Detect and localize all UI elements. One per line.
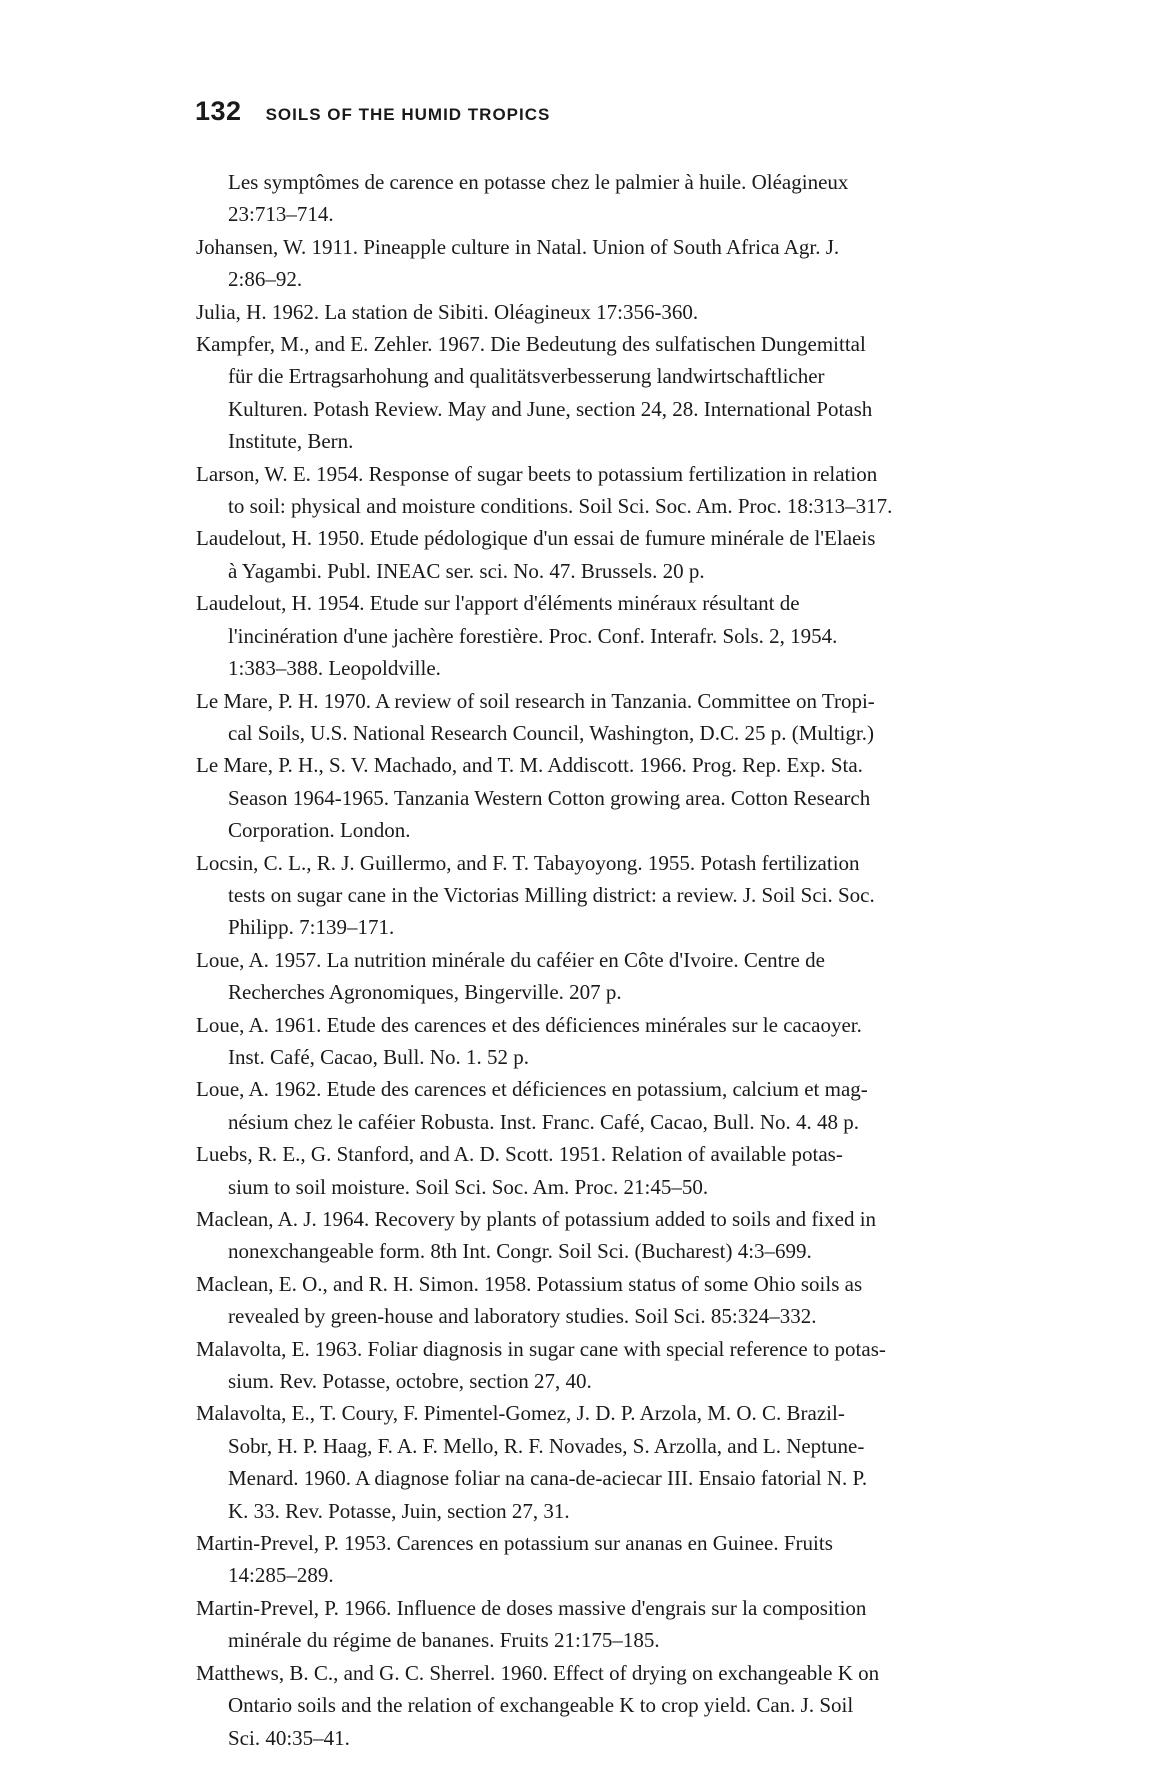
reference-line: Johansen, W. 1911. Pineapple culture in Natal. Union of South Africa Agr. J.	[196, 234, 840, 259]
reference-line: K. 33. Rev. Potasse, Juin, section 27, 31.	[228, 1498, 570, 1523]
reference-entry	[196, 1203, 1096, 1268]
reference-line: Philipp. 7:139–171.	[228, 915, 395, 940]
reference-entry	[196, 1073, 1096, 1138]
reference-line: to soil: physical and moisture conditions. Soil Sci. Soc. Am. Proc. 18:313–317.	[228, 494, 893, 519]
reference-line: Larson, W. E. 1954. Response of sugar beets to potassium fertilization in relation	[196, 461, 878, 486]
reference-line: für die Ertragsarhohung and qualitätsverbesserung landwirtschaftlicher	[228, 364, 825, 389]
reference-line: Luebs, R. E., G. Stanford, and A. D. Scott. 1951. Relation of available potas-	[196, 1142, 843, 1167]
reference-entry	[196, 1268, 1096, 1333]
reference-entry	[196, 1592, 1096, 1657]
reference-line: Martin-Prevel, P. 1953. Carences en potassium sur ananas en Guinee. Fruits	[196, 1531, 833, 1556]
page-number: 132	[195, 96, 242, 126]
reference-line: Recherches Agronomiques, Bingerville. 207 p.	[228, 980, 622, 1005]
reference-line: Malavolta, E., T. Coury, F. Pimentel-Gomez, J. D. P. Arzola, M. O. C. Brazil-	[196, 1401, 845, 1426]
reference-entry	[196, 1397, 1096, 1527]
reference-line: Menard. 1960. A diagnose foliar na cana-de-aciecar III. Ensaio fatorial N. P.	[228, 1466, 868, 1491]
running-title: SOILS OF THE HUMID TROPICS	[265, 105, 551, 124]
reference-line: sium to soil moisture. Soil Sci. Soc. Am. Proc. 21:45–50.	[228, 1174, 709, 1199]
reference-line: Le Mare, P. H., S. V. Machado, and T. M. Addiscott. 1966. Prog. Rep. Exp. Sta.	[196, 753, 863, 778]
reference-line: Sci. 40:35–41.	[228, 1725, 350, 1750]
reference-line: Laudelout, H. 1954. Etude sur l'apport d'éléments minéraux résultant de	[196, 591, 800, 616]
reference-line: Le Mare, P. H. 1970. A review of soil research in Tanzania. Committee on Tropi-	[196, 688, 875, 713]
reference-entry	[196, 685, 1096, 750]
reference-line: Les symptômes de carence en potasse chez le palmier à huile. Oléagineux	[228, 170, 849, 194]
reference-line: Locsin, C. L., R. J. Guillermo, and F. T. Tabayoyong. 1955. Potash fertilization	[196, 850, 860, 875]
reference-line: Martin-Prevel, P. 1966. Influence de doses massive d'engrais sur la composition	[196, 1595, 867, 1620]
reference-entry	[196, 1138, 1096, 1203]
reference-line: Laudelout, H. 1950. Etude pédologique d'un essai de fumure minérale de l'Elaeis	[196, 526, 876, 551]
reference-entry	[196, 328, 1096, 458]
reference-line: Inst. Café, Cacao, Bull. No. 1. 52 p.	[228, 1044, 529, 1069]
reference-line: Loue, A. 1961. Etude des carences et des déficiences minérales sur le cacaoyer.	[196, 1012, 862, 1037]
reference-entry	[196, 847, 1096, 944]
reference-line: Corporation. London.	[228, 818, 411, 843]
reference-line: 2:86–92.	[228, 267, 303, 292]
reference-entry	[196, 1527, 1096, 1592]
reference-entry	[196, 522, 1096, 587]
reference-line: cal Soils, U.S. National Research Council, Washington, D.C. 25 p. (Multigr.)	[228, 720, 874, 745]
reference-entry	[196, 296, 1096, 328]
reference-line: tests on sugar cane in the Victorias Milling district: a review. J. Soil Sci. Soc.	[228, 882, 875, 907]
reference-line: Malavolta, E. 1963. Foliar diagnosis in sugar cane with special reference to potas-	[196, 1336, 886, 1361]
reference-line: 23:713–714.	[228, 202, 334, 227]
reference-line: sium. Rev. Potasse, octobre, section 27, 40.	[228, 1369, 592, 1394]
reference-line: Sobr, H. P. Haag, F. A. F. Mello, R. F. Novades, S. Arzolla, and L. Neptune-	[228, 1433, 865, 1458]
reference-line: Kulturen. Potash Review. May and June, section 24, 28. International Potash	[228, 396, 873, 421]
reference-line: 14:285–289.	[228, 1563, 334, 1588]
reference-entry	[196, 944, 1096, 1009]
reference-entry	[196, 458, 1096, 523]
reference-line: à Yagambi. Publ. INEAC ser. sci. No. 47. Brussels. 20 p.	[228, 558, 705, 583]
reference-line: nésium chez le caféier Robusta. Inst. Franc. Café, Cacao, Bull. No. 4. 48 p.	[228, 1109, 859, 1134]
reference-line: Loue, A. 1957. La nutrition minérale du caféier en Côte d'Ivoire. Centre de	[196, 947, 825, 972]
reference-entry	[196, 749, 1096, 846]
reference-line: l'incinération d'une jachère forestière. Proc. Conf. Interafr. Sols. 2, 1954.	[228, 623, 838, 648]
reference-entry	[196, 1657, 1096, 1754]
reference-line: Ontario soils and the relation of exchangeable K to crop yield. Can. J. Soil	[228, 1693, 854, 1718]
reference-line: revealed by green-house and laboratory studies. Soil Sci. 85:324–332.	[228, 1304, 817, 1329]
reference-line: Matthews, B. C., and G. C. Sherrel. 1960. Effect of drying on exchangeable K on	[196, 1660, 880, 1685]
reference-line: minérale du régime de bananes. Fruits 21:175–185.	[228, 1628, 660, 1653]
reference-entry	[196, 1333, 1096, 1398]
reference-line: Maclean, E. O., and R. H. Simon. 1958. Potassium status of some Ohio soils as	[196, 1271, 863, 1296]
reference-line: Season 1964-1965. Tanzania Western Cotton growing area. Cotton Research	[228, 785, 871, 810]
reference-line: Kampfer, M., and E. Zehler. 1967. Die Bedeutung des sulfatischen Dungemittal	[196, 332, 866, 357]
reference-entry	[196, 587, 1096, 684]
reference-line: Institute, Bern.	[228, 429, 354, 454]
reference-entry	[196, 231, 1096, 296]
running-head	[195, 96, 550, 127]
reference-line: Julia, H. 1962. La station de Sibiti. Oléagineux 17:356-360.	[196, 299, 699, 324]
reference-list	[196, 166, 1096, 1754]
reference-entry-continued	[196, 166, 1096, 231]
reference-entry	[196, 1009, 1096, 1074]
reference-line: Loue, A. 1962. Etude des carences et déficiences en potassium, calcium et mag-	[196, 1077, 868, 1102]
reference-line: 1:383–388. Leopoldville.	[228, 656, 441, 681]
reference-line: nonexchangeable form. 8th Int. Congr. Soil Sci. (Bucharest) 4:3–699.	[228, 1239, 812, 1264]
reference-line: Maclean, A. J. 1964. Recovery by plants of potassium added to soils and fixed in	[196, 1207, 877, 1231]
